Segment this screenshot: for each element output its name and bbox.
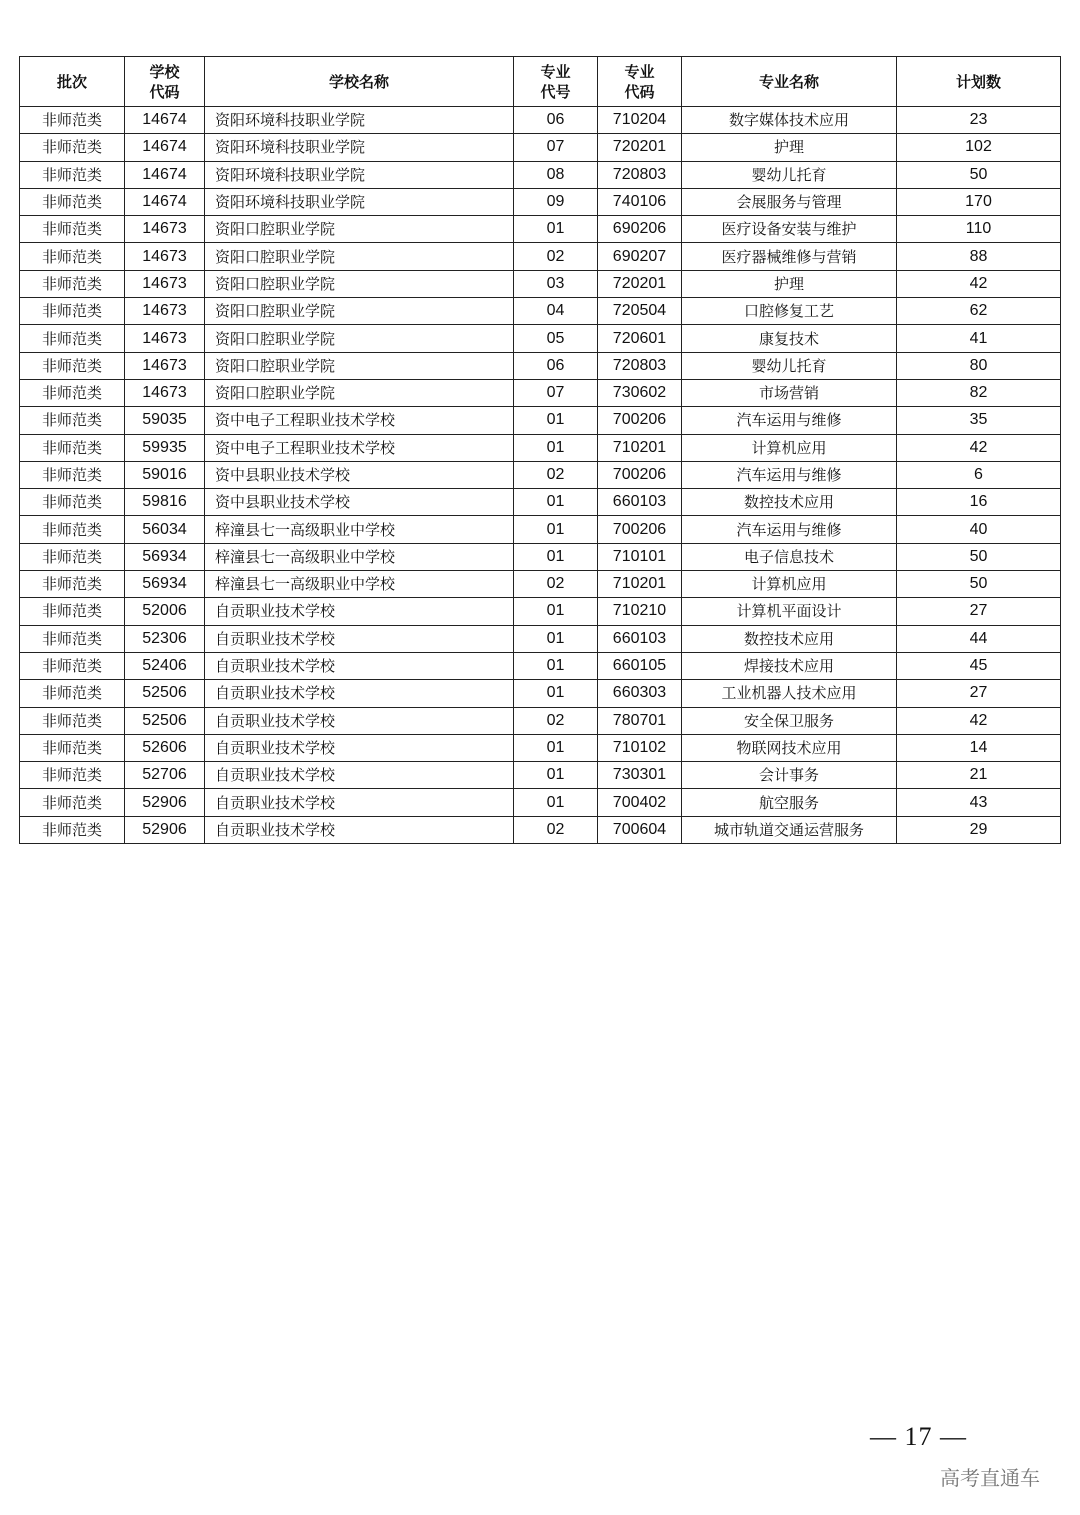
major-code-cell: 710210 [598, 598, 682, 625]
major-number-cell: 01 [514, 216, 598, 243]
major-code-cell: 710101 [598, 543, 682, 570]
school-name-cell: 自贡职业技术学校 [205, 598, 514, 625]
plan-count-cell: 43 [897, 789, 1061, 816]
school-code-cell: 14673 [125, 298, 205, 325]
major-name-cell: 会展服务与管理 [682, 188, 897, 215]
major-name-cell: 护理 [682, 270, 897, 297]
school-code-cell: 56934 [125, 571, 205, 598]
column-header-line: 专业 [540, 62, 571, 81]
plan-count-cell: 45 [897, 652, 1061, 679]
batch-cell: 非师范类 [20, 134, 125, 161]
batch-cell: 非师范类 [20, 543, 125, 570]
table-row [20, 243, 1061, 270]
batch-cell: 非师范类 [20, 379, 125, 406]
school-code-cell: 59935 [125, 434, 205, 461]
batch-cell: 非师范类 [20, 680, 125, 707]
school-name-cell: 资阳环境科技职业学院 [205, 134, 514, 161]
major-code-cell: 700206 [598, 461, 682, 488]
batch-cell: 非师范类 [20, 816, 125, 843]
batch-cell: 非师范类 [20, 298, 125, 325]
major-name-cell: 康复技术 [682, 325, 897, 352]
column-header-line: 专业 [624, 62, 655, 81]
major-name-cell: 口腔修复工艺 [682, 298, 897, 325]
column-header-major-number [514, 57, 598, 107]
school-code-cell: 59016 [125, 461, 205, 488]
table-row [20, 543, 1061, 570]
plan-count-cell: 42 [897, 707, 1061, 734]
table-body [20, 107, 1061, 844]
batch-cell: 非师范类 [20, 652, 125, 679]
table-row [20, 216, 1061, 243]
major-code-cell: 700604 [598, 816, 682, 843]
major-name-cell: 市场营销 [682, 379, 897, 406]
column-header-line: 学校 [149, 62, 180, 81]
school-code-cell: 14674 [125, 134, 205, 161]
major-name-cell: 计算机平面设计 [682, 598, 897, 625]
table-row [20, 352, 1061, 379]
table-row [20, 762, 1061, 789]
column-header-line: 专业名称 [758, 72, 819, 91]
school-code-cell: 14673 [125, 270, 205, 297]
plan-count-cell: 44 [897, 625, 1061, 652]
school-code-cell: 59816 [125, 489, 205, 516]
major-code-cell: 690206 [598, 216, 682, 243]
school-name-cell: 自贡职业技术学校 [205, 680, 514, 707]
batch-cell: 非师范类 [20, 243, 125, 270]
major-name-cell: 计算机应用 [682, 434, 897, 461]
plan-count-cell: 50 [897, 543, 1061, 570]
table-row [20, 134, 1061, 161]
batch-cell: 非师范类 [20, 407, 125, 434]
table-row [20, 571, 1061, 598]
major-code-cell: 710102 [598, 734, 682, 761]
major-number-cell: 02 [514, 243, 598, 270]
school-name-cell: 资阳口腔职业学院 [205, 379, 514, 406]
plan-count-cell: 21 [897, 762, 1061, 789]
major-code-cell: 710204 [598, 107, 682, 134]
major-name-cell: 医疗器械维修与营销 [682, 243, 897, 270]
plan-count-cell: 16 [897, 489, 1061, 516]
school-code-cell: 14673 [125, 216, 205, 243]
table-row [20, 489, 1061, 516]
column-header-school-code [125, 57, 205, 107]
table-row [20, 625, 1061, 652]
plan-count-cell: 41 [897, 325, 1061, 352]
school-name-cell: 自贡职业技术学校 [205, 789, 514, 816]
major-code-cell: 780701 [598, 707, 682, 734]
major-number-cell: 03 [514, 270, 598, 297]
school-name-cell: 资阳口腔职业学院 [205, 270, 514, 297]
major-number-cell: 01 [514, 789, 598, 816]
table-row [20, 407, 1061, 434]
table-row [20, 161, 1061, 188]
major-number-cell: 05 [514, 325, 598, 352]
major-name-cell: 汽车运用与维修 [682, 407, 897, 434]
major-number-cell: 04 [514, 298, 598, 325]
major-number-cell: 01 [514, 762, 598, 789]
school-name-cell: 自贡职业技术学校 [205, 707, 514, 734]
major-code-cell: 730602 [598, 379, 682, 406]
major-number-cell: 02 [514, 816, 598, 843]
major-number-cell: 02 [514, 571, 598, 598]
major-name-cell: 会计事务 [682, 762, 897, 789]
school-code-cell: 52506 [125, 707, 205, 734]
batch-cell: 非师范类 [20, 571, 125, 598]
school-code-cell: 14673 [125, 325, 205, 352]
major-number-cell: 07 [514, 379, 598, 406]
major-code-cell: 720803 [598, 161, 682, 188]
plan-count-cell: 102 [897, 134, 1061, 161]
batch-cell: 非师范类 [20, 598, 125, 625]
major-number-cell: 01 [514, 489, 598, 516]
plan-count-cell: 62 [897, 298, 1061, 325]
plan-count-cell: 50 [897, 161, 1061, 188]
batch-cell: 非师范类 [20, 216, 125, 243]
batch-cell: 非师范类 [20, 789, 125, 816]
school-name-cell: 资阳环境科技职业学院 [205, 161, 514, 188]
major-name-cell: 医疗设备安装与维护 [682, 216, 897, 243]
school-code-cell: 52706 [125, 762, 205, 789]
major-name-cell: 电子信息技术 [682, 543, 897, 570]
major-name-cell: 数控技术应用 [682, 489, 897, 516]
major-number-cell: 01 [514, 652, 598, 679]
school-name-cell: 资阳口腔职业学院 [205, 298, 514, 325]
major-code-cell: 660105 [598, 652, 682, 679]
major-number-cell: 01 [514, 434, 598, 461]
plan-count-cell: 42 [897, 270, 1061, 297]
school-name-cell: 自贡职业技术学校 [205, 816, 514, 843]
school-name-cell: 资中县职业技术学校 [205, 489, 514, 516]
major-number-cell: 01 [514, 680, 598, 707]
batch-cell: 非师范类 [20, 489, 125, 516]
major-name-cell: 婴幼儿托育 [682, 352, 897, 379]
school-code-cell: 56934 [125, 543, 205, 570]
watermark-logo-text: 高考直通车 [940, 1466, 1040, 1490]
page-number: — 17 — [870, 1422, 967, 1451]
major-number-cell: 01 [514, 625, 598, 652]
column-header-line: 代码 [624, 82, 655, 101]
school-code-cell: 52006 [125, 598, 205, 625]
major-number-cell: 08 [514, 161, 598, 188]
school-name-cell: 自贡职业技术学校 [205, 625, 514, 652]
table-row [20, 598, 1061, 625]
school-name-cell: 资阳口腔职业学院 [205, 216, 514, 243]
school-code-cell: 52906 [125, 789, 205, 816]
major-code-cell: 710201 [598, 434, 682, 461]
major-number-cell: 02 [514, 707, 598, 734]
column-header-major-code [598, 57, 682, 107]
major-number-cell: 01 [514, 543, 598, 570]
school-code-cell: 52306 [125, 625, 205, 652]
enrollment-plan-table [19, 56, 1061, 844]
batch-cell: 非师范类 [20, 270, 125, 297]
school-code-cell: 14674 [125, 161, 205, 188]
major-code-cell: 720201 [598, 134, 682, 161]
column-header-school-name [205, 57, 514, 107]
table-row [20, 325, 1061, 352]
major-name-cell: 安全保卫服务 [682, 707, 897, 734]
batch-cell: 非师范类 [20, 707, 125, 734]
major-number-cell: 09 [514, 188, 598, 215]
major-name-cell: 航空服务 [682, 789, 897, 816]
plan-count-cell: 40 [897, 516, 1061, 543]
major-code-cell: 660303 [598, 680, 682, 707]
batch-cell: 非师范类 [20, 161, 125, 188]
major-code-cell: 720601 [598, 325, 682, 352]
school-code-cell: 56034 [125, 516, 205, 543]
table-row [20, 270, 1061, 297]
major-name-cell: 计算机应用 [682, 571, 897, 598]
major-name-cell: 物联网技术应用 [682, 734, 897, 761]
column-header-line: 计划数 [955, 72, 1001, 91]
batch-cell: 非师范类 [20, 762, 125, 789]
major-code-cell: 710201 [598, 571, 682, 598]
plan-count-cell: 23 [897, 107, 1061, 134]
plan-count-cell: 110 [897, 216, 1061, 243]
school-name-cell: 资中电子工程职业技术学校 [205, 434, 514, 461]
school-name-cell: 资阳口腔职业学院 [205, 243, 514, 270]
school-code-cell: 52606 [125, 734, 205, 761]
column-header-plan-count [897, 57, 1061, 107]
table-row [20, 107, 1061, 134]
header-row [20, 57, 1061, 107]
major-code-cell: 660103 [598, 489, 682, 516]
major-number-cell: 01 [514, 598, 598, 625]
table-row [20, 734, 1061, 761]
table-row [20, 652, 1061, 679]
column-header-line: 代号 [540, 82, 571, 101]
major-code-cell: 700206 [598, 516, 682, 543]
school-code-cell: 14674 [125, 188, 205, 215]
column-header-line: 代码 [149, 82, 180, 101]
school-code-cell: 14673 [125, 379, 205, 406]
major-name-cell: 城市轨道交通运营服务 [682, 816, 897, 843]
plan-count-cell: 50 [897, 571, 1061, 598]
school-code-cell: 14673 [125, 352, 205, 379]
plan-count-cell: 80 [897, 352, 1061, 379]
school-name-cell: 资阳口腔职业学院 [205, 325, 514, 352]
major-code-cell: 690207 [598, 243, 682, 270]
batch-cell: 非师范类 [20, 107, 125, 134]
major-code-cell: 700206 [598, 407, 682, 434]
major-code-cell: 700402 [598, 789, 682, 816]
major-number-cell: 06 [514, 107, 598, 134]
table-row [20, 680, 1061, 707]
major-name-cell: 焊接技术应用 [682, 652, 897, 679]
plan-count-cell: 170 [897, 188, 1061, 215]
table-row [20, 461, 1061, 488]
school-name-cell: 自贡职业技术学校 [205, 762, 514, 789]
major-number-cell: 01 [514, 516, 598, 543]
batch-cell: 非师范类 [20, 434, 125, 461]
major-name-cell: 汽车运用与维修 [682, 516, 897, 543]
batch-cell: 非师范类 [20, 188, 125, 215]
school-name-cell: 资阳环境科技职业学院 [205, 107, 514, 134]
major-code-cell: 720803 [598, 352, 682, 379]
plan-count-cell: 27 [897, 680, 1061, 707]
major-code-cell: 660103 [598, 625, 682, 652]
batch-cell: 非师范类 [20, 516, 125, 543]
major-number-cell: 02 [514, 461, 598, 488]
school-name-cell: 资中电子工程职业技术学校 [205, 407, 514, 434]
major-code-cell: 730301 [598, 762, 682, 789]
major-name-cell: 护理 [682, 134, 897, 161]
plan-count-cell: 88 [897, 243, 1061, 270]
major-name-cell: 数字媒体技术应用 [682, 107, 897, 134]
plan-count-cell: 82 [897, 379, 1061, 406]
column-header-major-name [682, 57, 897, 107]
table-row [20, 379, 1061, 406]
table-row [20, 298, 1061, 325]
school-name-cell: 资阳环境科技职业学院 [205, 188, 514, 215]
school-code-cell: 14674 [125, 107, 205, 134]
major-number-cell: 06 [514, 352, 598, 379]
school-code-cell: 59035 [125, 407, 205, 434]
column-header-line: 批次 [56, 72, 87, 91]
school-name-cell: 梓潼县七一高级职业中学校 [205, 516, 514, 543]
column-header-batch [20, 57, 125, 107]
batch-cell: 非师范类 [20, 625, 125, 652]
school-name-cell: 资中县职业技术学校 [205, 461, 514, 488]
school-name-cell: 梓潼县七一高级职业中学校 [205, 571, 514, 598]
major-number-cell: 01 [514, 734, 598, 761]
plan-count-cell: 29 [897, 816, 1061, 843]
major-name-cell: 数控技术应用 [682, 625, 897, 652]
column-header-line: 学校名称 [328, 72, 389, 91]
table-row [20, 516, 1061, 543]
school-name-cell: 自贡职业技术学校 [205, 652, 514, 679]
major-code-cell: 720504 [598, 298, 682, 325]
major-name-cell: 工业机器人技术应用 [682, 680, 897, 707]
table-row [20, 434, 1061, 461]
major-name-cell: 汽车运用与维修 [682, 461, 897, 488]
major-code-cell: 740106 [598, 188, 682, 215]
batch-cell: 非师范类 [20, 352, 125, 379]
plan-count-cell: 27 [897, 598, 1061, 625]
school-code-cell: 52506 [125, 680, 205, 707]
major-number-cell: 01 [514, 407, 598, 434]
batch-cell: 非师范类 [20, 325, 125, 352]
table-row [20, 707, 1061, 734]
table-row [20, 789, 1061, 816]
major-code-cell: 720201 [598, 270, 682, 297]
batch-cell: 非师范类 [20, 461, 125, 488]
school-name-cell: 资阳口腔职业学院 [205, 352, 514, 379]
school-code-cell: 52406 [125, 652, 205, 679]
plan-count-cell: 42 [897, 434, 1061, 461]
plan-count-cell: 6 [897, 461, 1061, 488]
school-code-cell: 52906 [125, 816, 205, 843]
table-row [20, 188, 1061, 215]
plan-count-cell: 14 [897, 734, 1061, 761]
school-name-cell: 自贡职业技术学校 [205, 734, 514, 761]
school-code-cell: 14673 [125, 243, 205, 270]
table-row [20, 816, 1061, 843]
school-name-cell: 梓潼县七一高级职业中学校 [205, 543, 514, 570]
plan-count-cell: 35 [897, 407, 1061, 434]
batch-cell: 非师范类 [20, 734, 125, 761]
table-header [20, 57, 1061, 107]
major-name-cell: 婴幼儿托育 [682, 161, 897, 188]
major-number-cell: 07 [514, 134, 598, 161]
